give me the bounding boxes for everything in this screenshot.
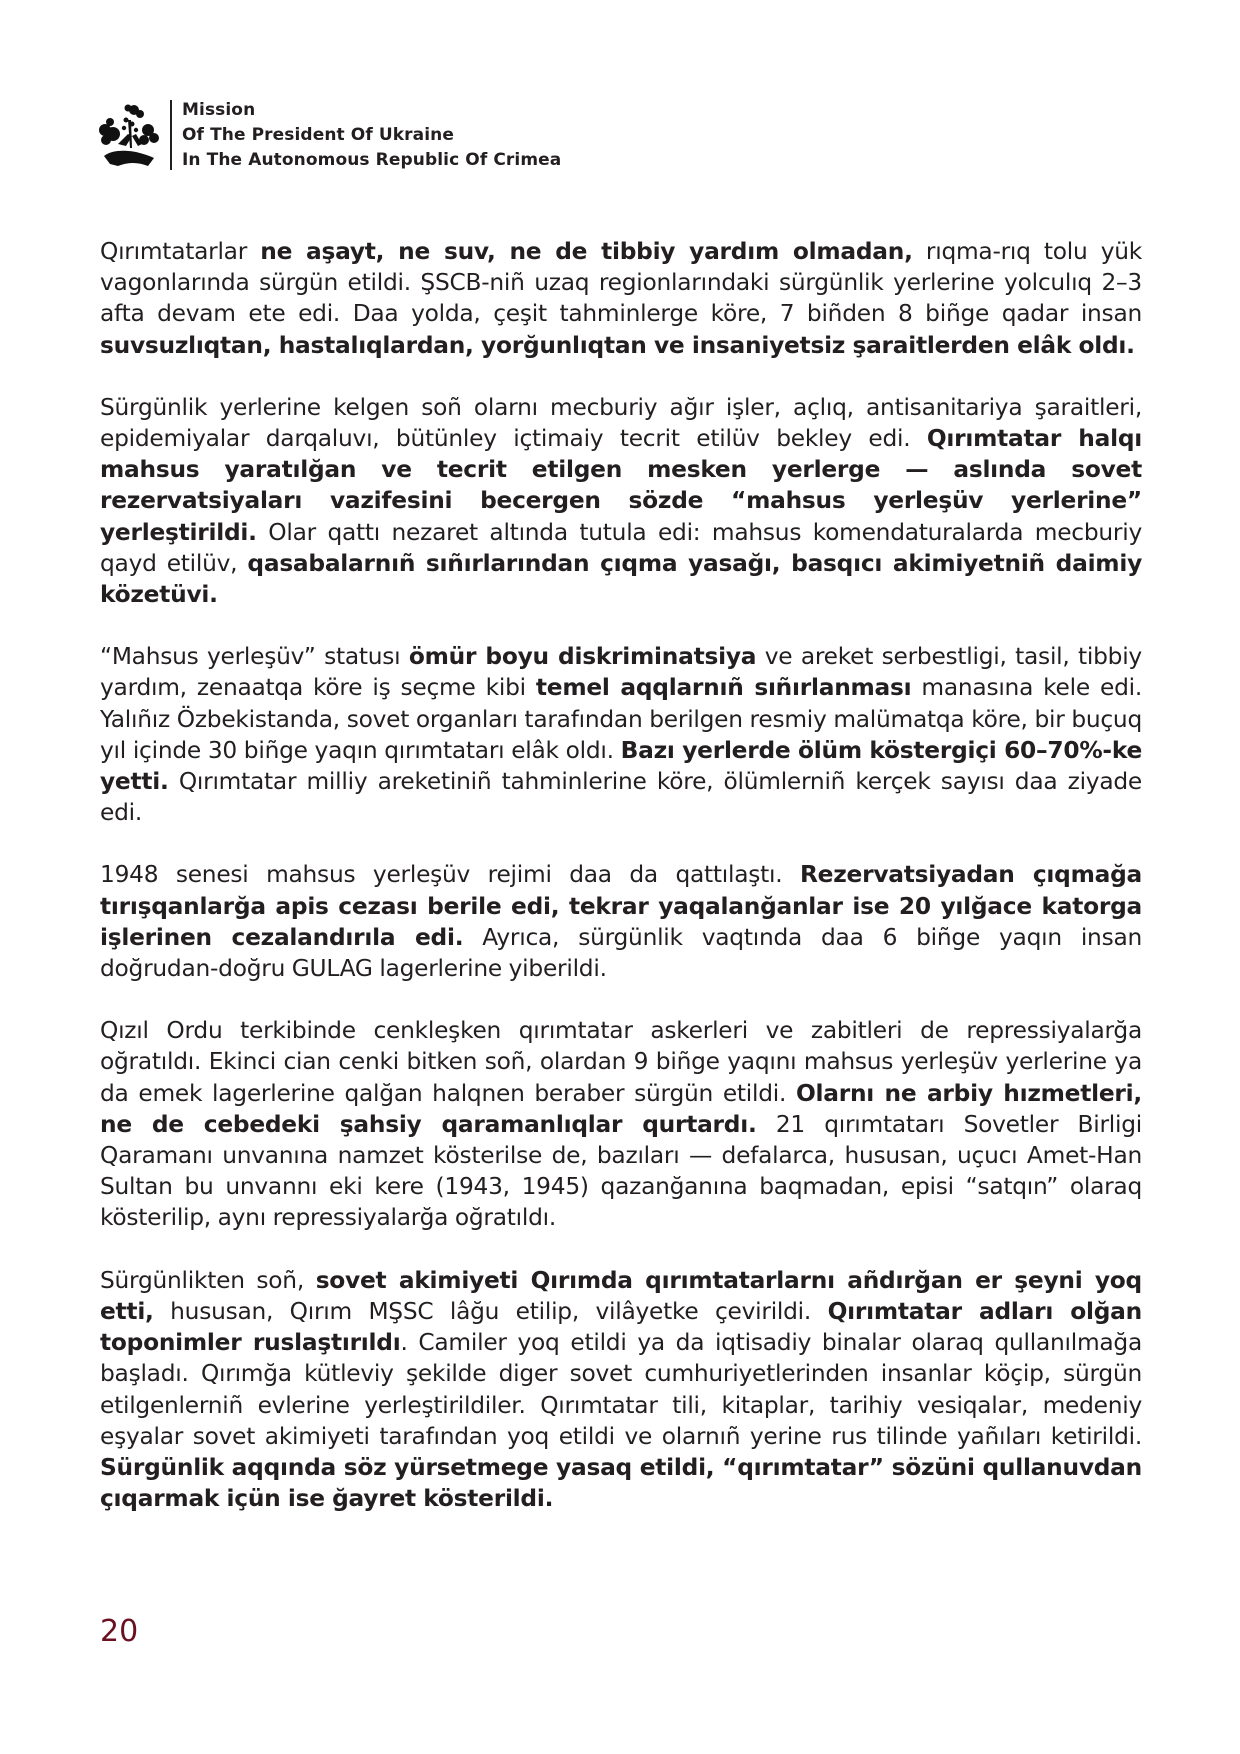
emphasis-text: Rezervatsiyadan çıqmağa tırışqanlarğa apis cezası berile edi, tekrar yaqalanğanlar ise 20 yılğace katorga işlerinen cezalandırıla edi. (100, 861, 1142, 951)
emphasis-text: Qırımtatar halqı mahsus yaratılğan ve tecrit etilgen mesken yerlerge — aslında sovet rezervatsiyaları vazifesini becergen sözde “mahsus yerleşüv yerlerine” yerleştirildi. (100, 425, 1142, 546)
document-header (98, 98, 561, 173)
paragraph (100, 641, 1142, 828)
organization-name (182, 98, 561, 173)
emphasis-text: Qırımtatar adları olğan toponimler ruslaştırıldı (100, 1297, 1142, 1357)
emphasis-text: suvsuzlıqtan, hastalıqlardan, yorğunlıqtan ve insaniyetsiz şaraitlerden elâk oldı. (100, 331, 1135, 359)
emphasis-text: temel aqqlarnıñ sıñırlanması (535, 674, 912, 702)
org-line: Of The President Of Ukraine (182, 125, 454, 145)
emphasis-text: sovet akimiyeti Qırımda qırımtatarlarnı añdırğan er şeyni yoq etti, (100, 1266, 1142, 1325)
org-line: Mission (182, 100, 256, 120)
text-run: ve areket serbestligi, tasil, tibbiy yardım, zenaatqa köre iş seçme kibi (100, 643, 1142, 702)
text-run: rıqma-rıq tolu yük vagonlarında sürgün etildi. ŞSCB-niñ uzaq regionlarındaki sürgünlik yerlerine yolculıq 2–3 afta devam ete edi. Daa yolda, çeşit tahminlerge köre, 7 biñden 8 biñge qadar insan (100, 238, 1142, 328)
body-text (100, 236, 1142, 1545)
text-run: Qırımtatar milliy areketiniñ tahminlerine köre, ölümlerniñ kerçek sayısı daa ziyade edi. (100, 768, 1142, 827)
text-run: Qızıl Ordu terkibinde cenkleşken qırımtatar askerleri ve zabitleri de repressiyalarğa oğratıldı. Ekinci cian cenki bitken soñ, olardan 9 biñge yaqını mahsus yerleşüv yerlerine ya da emek lagerlerine qalğan halqnen beraber sürgün etildi. (100, 1017, 1142, 1107)
text-run: . Camiler yoq etildi ya da iqtisadiy binalar olaraq qullanılmağa başladı. Qırımğa kütleviy şekilde diger sovet cumhuriyetlerinden insanlar köçip, sürgün etilgenlerniñ evlerine yerleştirildiler. Qırımtatar tili, kitaplar, tarihiy vesiqalar, medeniy eşyalar sovet akimiyeti tarafından yoq etildi ve olarnıñ yerine rus tilinde yañıları ketirildi. (100, 1329, 1142, 1450)
text-run: Qırımtatarlar (100, 238, 261, 265)
crimean-flower-emblem-icon (98, 100, 162, 170)
page-number: 20 (100, 1614, 139, 1649)
logo-divider (170, 100, 172, 170)
text-run: 21 qırımtatarı Sovetler Birligi Qaramanı unvanına namzet kösterilse de, bazıları — defalarca, hususan, uçucı Amet-Han Sultan bu unvannı eki kere (1943, 1945) qazanğanına baqmadan, episi “satqın” olaraq kösterilip, aynı repressiyalarğa oğratıldı. (100, 1110, 1143, 1232)
text-run: manasına kele edi. Yalıñız Özbekistanda, sovet organları tarafından berilgen resmiy malümatqa köre, bir buçuq yıl içinde 30 biñge yaqın qırımtatarı elâk oldı. (100, 674, 1142, 764)
text-run: Sürgünlik yerlerine kelgen soñ olarnı mecburiy ağır işler, açlıq, antisanitariya şaraitleri, epidemiyalar darqaluvı, bütünley içtimaiy tecrit etilüv bekley edi. (100, 393, 1142, 453)
text-run: Sürgünlikten soñ, (100, 1266, 316, 1294)
emphasis-text: Olarnı ne arbiy hızmetleri, ne de cebedeki şahsiy qaramanlıqlar qurtardı. (100, 1079, 1142, 1138)
text-run: “Mahsus yerleşüv” statusı (100, 643, 409, 671)
paragraph (100, 1265, 1142, 1515)
emphasis-text: ne aşayt, ne suv, ne de tibbiy yardım olmadan, (260, 238, 913, 265)
text-run: Ayrıca, sürgünlik vaqtında daa 6 biñge yaqın insan doğrudan-doğru GULAG lagerlerine yiberildi. (100, 923, 1142, 983)
paragraph (100, 1015, 1142, 1233)
text-run: hususan, Qırım MŞSC lâğu etilip, vilâyetke çevirildi. (153, 1297, 828, 1325)
paragraph (100, 236, 1142, 361)
emphasis-text: Sürgünlik aqqında söz yürsetmege yasaq etildi, “qırımtatar” sözüni qullanuvdan çıqarmak içün ise ğayret kösterildi. (100, 1453, 1142, 1513)
org-line: In The Autonomous Republic Of Crimea (182, 150, 562, 170)
text-run: Olar qattı nezaret altında tutula edi: mahsus komendaturalarda mecburiy qayd etilüv, (100, 518, 1142, 577)
emphasis-text: ömür boyu diskriminatsiya (408, 643, 757, 671)
paragraph (100, 392, 1142, 610)
text-run: 1948 senesi mahsus yerleşüv rejimi daa da qattılaştı. (100, 861, 800, 889)
emphasis-text: qasabalarnıñ sıñırlarından çıqma yasağı, basqıcı akimiyetniñ daimiy közetüvi. (100, 549, 1143, 609)
paragraph (100, 859, 1142, 984)
emphasis-text: Bazı yerlerde ölüm köstergiçi 60–70%-ke yetti. (100, 736, 1142, 796)
